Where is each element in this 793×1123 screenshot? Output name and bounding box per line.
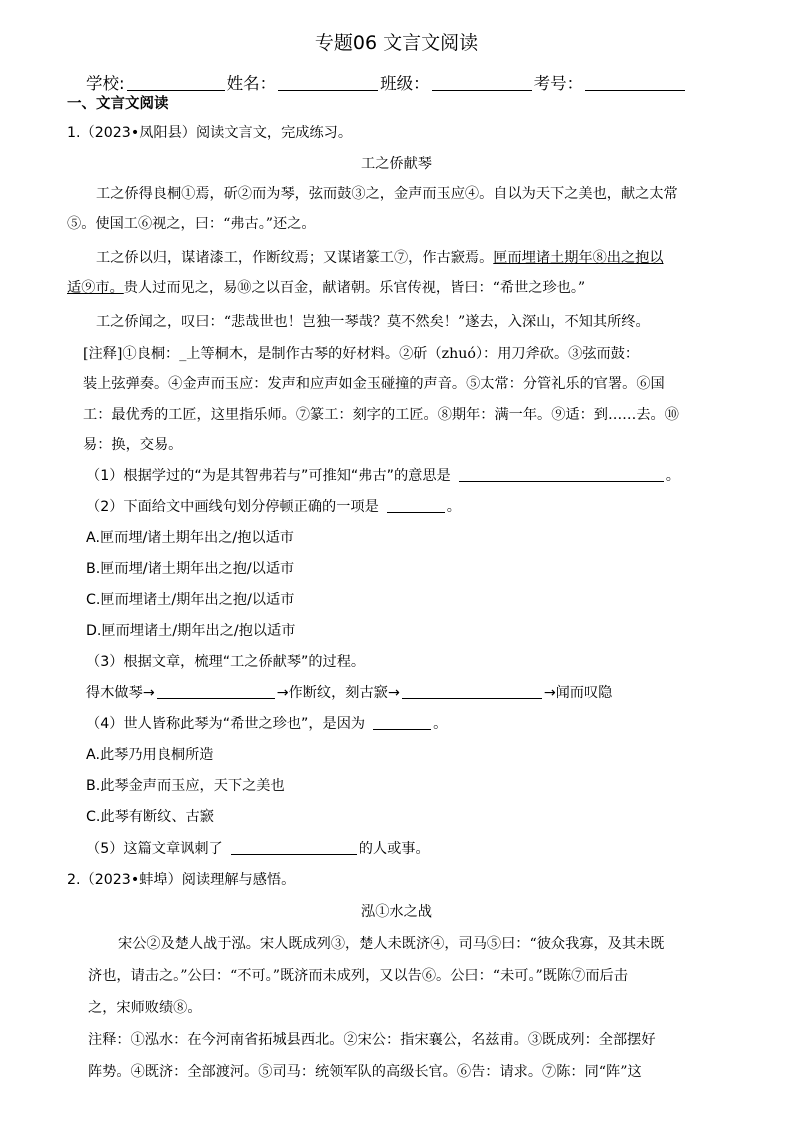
q1-notes-2: 装上弦弹奏。④金声而玉应：发声和应声如金玉碰撞的声音。⑤太常：分管礼乐的官署。⑥国: [83, 376, 665, 392]
q1-notes-1: [注释]①良桐：_上等桐木，是制作古琴的好材料。②斫（zhuó）：用刀斧砍。③弦而鼓：: [83, 346, 640, 362]
q1-sub2-option-b[interactable]: B.匣而埋/诸土期年出之抱/以适市: [86, 561, 295, 577]
q1-sub1-text: （1）根据学过的“为是其智弗若与”可推知“弗古”的意思是: [86, 468, 451, 484]
q1-paragraph-2a: [96, 247, 664, 267]
q1-p2a-text: 工之侨以归，谋诸漆工，作断纹焉；又谋诸篆工⑦，作古窾焉。: [96, 250, 494, 266]
flow-step-2: →作断纹，刻古窾→: [276, 685, 400, 701]
q1-sub3: （3）根据文章，梳理“工之侨献琴”的过程。: [86, 654, 366, 670]
q1-sub4-text: （4）世人皆称此琴为“希世之珍也”，是因为: [86, 716, 366, 732]
q1-sub1: [86, 465, 680, 485]
class-label: 班级：: [380, 74, 430, 93]
q2-text-title: 泓①水之战: [361, 904, 432, 920]
q2-paragraph-1b: 济也，请击之。”公曰：“不可。”既济而未成列，又以告⑥。公曰：“未可。”既陈⑦而后击: [88, 968, 628, 984]
q1-sub4-option-a[interactable]: A.此琴乃用良桐所造: [86, 747, 214, 763]
q2-notes-1: 注释：①泓水：在今河南省拓城县西北。②宋公：指宋襄公，名兹甫。③既成列：全部摆好: [88, 1032, 656, 1048]
q1-flow: [86, 682, 612, 702]
q1-sub2-period: 。: [446, 499, 461, 515]
q1-sub5: [86, 838, 430, 858]
q1-paragraph-1a: 工之侨得良桐①焉，斫②而为琴，弦而鼓③之，金声而玉应④。自以为天下之美也，献之太常: [96, 186, 678, 202]
school-blank[interactable]: [127, 74, 225, 91]
q1-sub2: [86, 496, 461, 516]
q1-underlined-sentence-a: 匣而埋诸土期年⑧出之抱以: [493, 250, 664, 266]
name-blank[interactable]: [278, 74, 378, 91]
student-info-line: [86, 70, 687, 94]
q2-paragraph-1a: 宋公②及楚人战于泓。宋人既成列③，楚人未既济④，司马⑤曰：“彼众我寡，及其未既: [118, 936, 665, 952]
q1-sub4: [86, 713, 447, 733]
q2-paragraph-1c: 之，宋师败绩⑧。: [88, 1000, 202, 1016]
name-label: 姓名：: [226, 74, 277, 93]
q1-heading: 1.（2023•凤阳县）阅读文言文，完成练习。: [67, 125, 353, 141]
q1-sub2-option-d[interactable]: D.匣而埋诸土/期年出之/抱以适市: [86, 623, 296, 639]
q1-paragraph-1b: ⑤。使国工⑥视之，曰：“弗古。”还之。: [67, 216, 316, 232]
q1-text-title: 工之侨献琴: [361, 156, 432, 172]
flow-step-3: →闻而叹隐: [543, 685, 613, 701]
q1-sub4-blank[interactable]: [373, 713, 431, 730]
q1-sub5-tail: 的人或事。: [358, 841, 430, 857]
q1-paragraph-3: 工之侨闻之，叹曰：“悲哉世也！岂独一琴哉？莫不然矣！”遂去，入深山，不知其所终。: [96, 314, 650, 330]
exam-no-label: 考号：: [533, 74, 584, 93]
q1-p2b-text: 贵人过而见之，易⑩之以百金，献诸朝。乐官传视，皆曰：“希世之珍也。”: [123, 280, 586, 296]
q1-sub4-option-b[interactable]: B.此琴金声而玉应，天下之美也: [86, 778, 285, 794]
q1-sub4-option-c[interactable]: C.此琴有断纹、古窾: [86, 809, 214, 825]
page-title: 专题06 文言文阅读: [314, 32, 479, 54]
class-blank[interactable]: [432, 74, 532, 91]
q1-underlined-sentence-b: 适⑨市。: [67, 280, 124, 296]
q1-paragraph-2b: [67, 277, 585, 297]
q1-sub5-blank[interactable]: [231, 838, 357, 855]
q1-sub1-blank[interactable]: [459, 465, 664, 482]
q1-sub2-option-a[interactable]: A.匣而埋/诸土期年出之/抱以适市: [86, 530, 294, 546]
flow-blank-1[interactable]: [157, 682, 275, 699]
q2-heading: 2.（2023•蚌埠）阅读理解与感悟。: [67, 872, 296, 888]
q1-sub2-text: （2）下面给文中画线句划分停顿正确的一项是: [86, 499, 379, 515]
q1-sub1-period: 。: [665, 468, 680, 484]
exam-no-blank[interactable]: [585, 74, 685, 91]
q2-notes-2: 阵势。④既济：全部渡河。⑤司马：统领军队的高级长官。⑥告：请求。⑦陈：同“阵”这: [88, 1064, 642, 1080]
q1-sub5-text: （5）这篇文章讽刺了: [86, 841, 223, 857]
school-label: 学校:: [86, 74, 125, 93]
flow-step-1: 得木做琴→: [86, 685, 155, 701]
flow-blank-2[interactable]: [402, 682, 542, 699]
q1-sub2-blank[interactable]: [387, 496, 445, 513]
q1-notes-3: 工：最优秀的工匠，这里指乐师。⑦篆工：刻字的工匠。⑧期年：满一年。⑨适：到……去。⑩: [83, 407, 679, 423]
q1-sub2-option-c[interactable]: C.匣而埋诸土/期年出之抱/以适市: [86, 592, 295, 608]
q1-notes-4: 易：换，交易。: [83, 437, 183, 453]
q1-sub4-period: 。: [433, 716, 448, 732]
section-heading: 一、文言文阅读: [67, 96, 169, 112]
